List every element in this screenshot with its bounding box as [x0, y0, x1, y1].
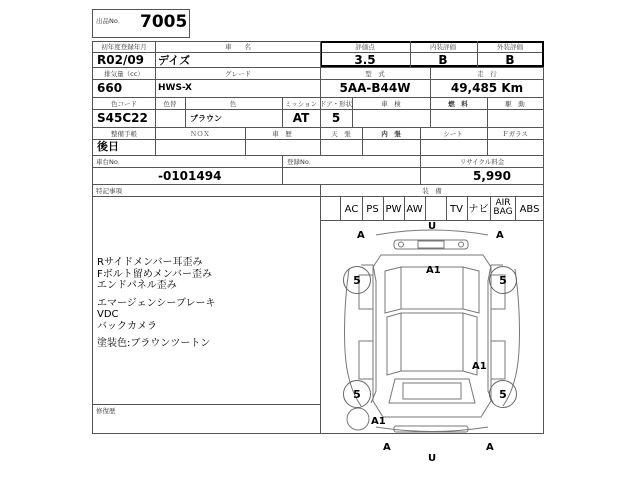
damage-mark-rear-left-corner: A: [383, 442, 391, 453]
model-name-value: デイズ: [158, 54, 191, 67]
recycle-label: リサイクル料金: [459, 158, 505, 166]
feature-ps: PS: [366, 204, 379, 215]
displacement-value: 660: [97, 81, 123, 95]
grade-value: HWS-X: [158, 83, 192, 93]
exterior-label: 外装評価: [497, 43, 523, 51]
feature-airbag: AIR BAG: [493, 198, 513, 217]
feature-navi: ナビ: [468, 204, 489, 215]
exterior-value: B: [505, 53, 515, 67]
damage-mark-right-side: A1: [472, 361, 487, 372]
repair-history-label: 修復歴: [96, 407, 116, 415]
remark-line: VDC: [97, 309, 119, 320]
grid-line: [282, 97, 283, 127]
grid-line: [155, 97, 156, 127]
grid-line: [92, 184, 544, 185]
doors-label: ドア・形状: [319, 100, 353, 108]
displacement-label: 排気量（cc）: [104, 70, 144, 78]
interior-label: 内装評価: [430, 43, 456, 51]
grid-line: [155, 67, 156, 97]
grid-line: [430, 67, 431, 97]
grid-line: [245, 127, 246, 155]
model-type-label: 型 式: [365, 70, 385, 78]
damage-mark-front-left-corner: A: [357, 230, 365, 241]
grid-line: [155, 127, 156, 155]
grid-line: [92, 67, 544, 68]
manual-value: 後日: [97, 140, 119, 153]
mileage-value: 49,485 Km: [450, 81, 524, 95]
tire-rear-right: 5: [489, 380, 517, 408]
feature-tv: TV: [450, 204, 463, 215]
color-label: 色: [229, 100, 237, 108]
interior-value: B: [438, 53, 448, 67]
score-value: 3.5: [354, 53, 376, 67]
grid-line: [420, 155, 421, 184]
tire-front-left: 5: [343, 266, 371, 294]
nox-label: ＮＯＸ: [190, 130, 210, 138]
grid-line: [92, 127, 544, 128]
damage-mark-hood: A1: [426, 265, 441, 276]
damage-mark-rear-right-corner: A: [486, 442, 494, 453]
transmission-label: ミッション: [284, 100, 318, 108]
grid-line: [92, 404, 320, 405]
history-label: 車 歴: [272, 130, 292, 138]
grid-line: [320, 67, 321, 97]
color-value: ブラウン: [190, 114, 222, 123]
grid-line: [155, 41, 156, 67]
damage-mark-front: U: [428, 221, 437, 232]
grid-line: [92, 155, 544, 156]
feature-aw: AW: [406, 204, 423, 215]
grid-line: [92, 79, 544, 80]
color-change-label: 色替: [163, 100, 177, 108]
remark-line: エマージェンシーブレーキ: [97, 297, 216, 309]
transmission-value: AT: [292, 111, 310, 125]
grid-line: [320, 41, 321, 67]
grid-line: [92, 97, 544, 98]
grid-line: [92, 196, 544, 197]
grid-line: [430, 97, 431, 127]
remark-line: バックカメラ: [97, 320, 157, 332]
damage-mark-rear-left: A1: [371, 416, 386, 427]
grid-line: [420, 127, 421, 155]
feature-ac: AC: [344, 204, 359, 215]
color-code-value: S45C22: [97, 111, 148, 125]
equipment-label: 装 備: [422, 187, 442, 195]
damage-mark-rear: U: [428, 453, 437, 464]
tire-front-right: 5: [489, 266, 517, 294]
first-reg-value: R02/09: [97, 53, 145, 67]
exhibit-number: 7005: [140, 12, 188, 32]
registration-label: 登録No．: [287, 158, 316, 166]
color-code-label: 色コード: [111, 100, 137, 108]
chassis-label: 車台No．: [96, 158, 125, 166]
score-label: 評価点: [355, 43, 375, 51]
exhibit-number-label: 出品No．: [96, 17, 125, 25]
manual-label: 整備手帳: [111, 130, 137, 138]
remark-line: Fボルト留めメンバー歪み: [97, 268, 213, 280]
grid-line: [487, 127, 488, 155]
model-name-label: 車 名: [225, 43, 251, 51]
grid-line: [425, 196, 426, 220]
fglass-label: Ｆガラス: [502, 130, 528, 138]
inspection-label: 車 検: [381, 100, 401, 108]
grid-line: [282, 155, 283, 184]
recycle-value: 5,990: [473, 169, 511, 183]
fuel-label: 燃 料: [448, 100, 468, 108]
remarks-label: 特記事項: [96, 187, 122, 195]
model-type-value: 5AA-B44W: [339, 81, 411, 95]
remark-line: 塗装色:ブラウンツートン: [97, 338, 211, 349]
grid-line: [92, 109, 544, 110]
drive-label: 駆 動: [505, 100, 525, 108]
first-reg-label: 初年度登録年月: [101, 43, 147, 51]
interior-wall-label: 内 張: [381, 130, 401, 138]
damage-mark-front-right-corner: A: [496, 230, 504, 241]
chassis-value: -0101494: [158, 169, 222, 183]
remarks-text: [97, 257, 317, 350]
seat-label: シート: [443, 130, 463, 138]
grid-line: [92, 167, 544, 168]
feature-pw: PW: [385, 204, 402, 215]
grid-line: [477, 41, 478, 67]
doors-value: 5: [331, 111, 341, 125]
grid-line: [410, 41, 411, 67]
grid-line: [185, 97, 186, 127]
grade-label: グレード: [225, 70, 251, 78]
grid-line: [92, 139, 544, 140]
grid-line: [487, 97, 488, 127]
remark-line: Rサイドメンバー耳歪み: [97, 257, 203, 268]
remark-line: エンドパネル歪み: [97, 280, 177, 291]
grid-line: [320, 127, 321, 155]
tire-rear-left: 5: [343, 380, 371, 408]
mileage-label: 走 行: [477, 70, 497, 78]
ceiling-label: 天 張: [331, 130, 351, 138]
grid-line: [362, 127, 363, 155]
feature-abs: ABS: [519, 204, 540, 215]
